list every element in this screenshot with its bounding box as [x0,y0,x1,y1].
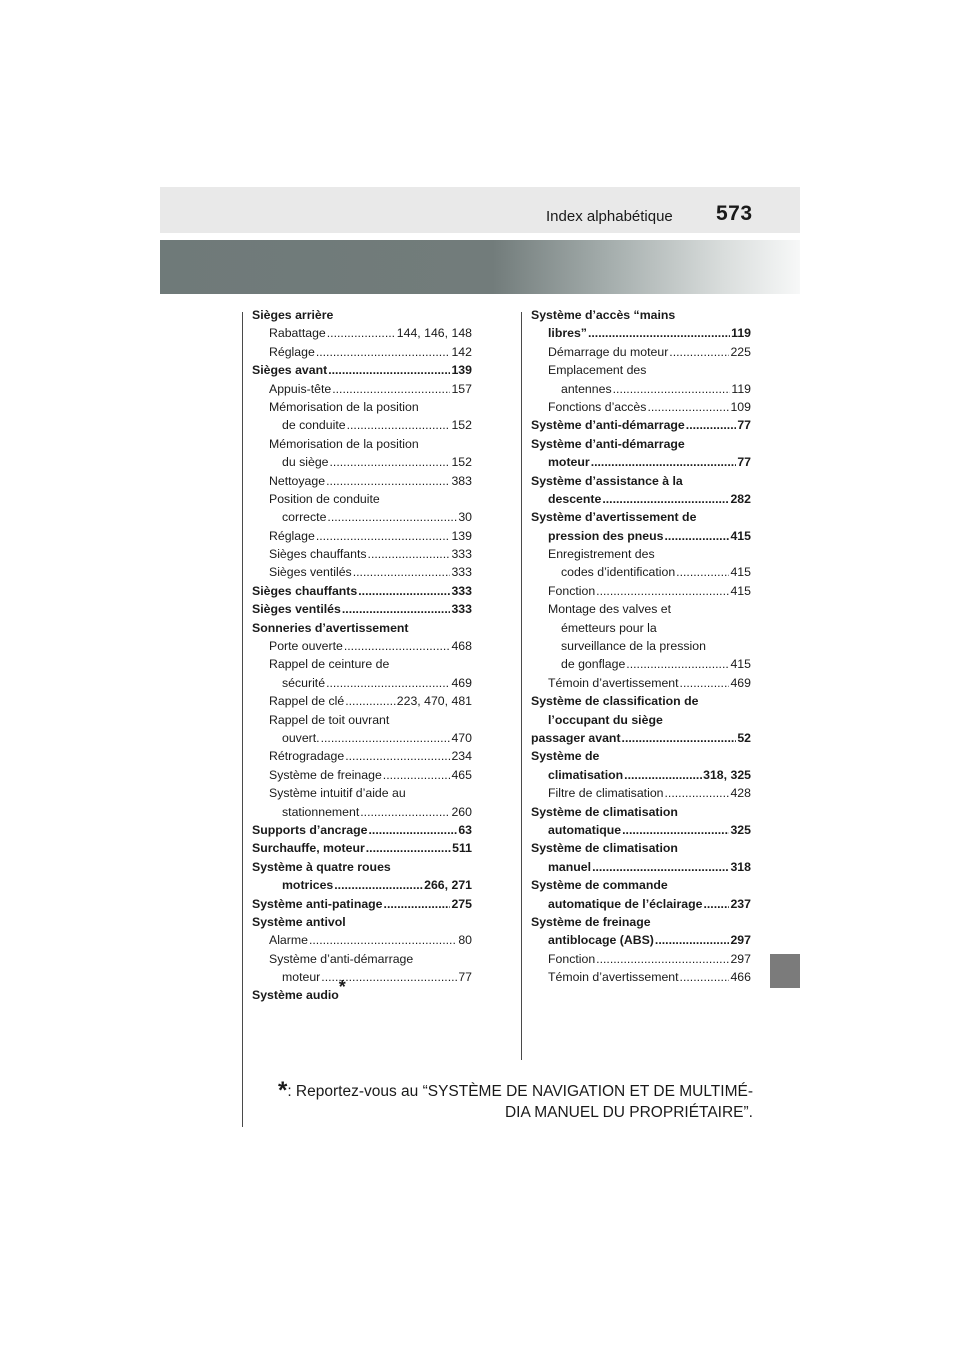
index-entry [252,563,472,581]
dot-leader [316,527,451,545]
index-entry [252,913,472,931]
index-entry [252,600,472,618]
index-entry-term: Système d’avertissement de [531,510,697,525]
footnote-line-2: DIA MANUEL DU PROPRIÉTAIRE”. [504,1104,753,1121]
dot-leader [326,472,450,490]
index-entry [531,324,751,342]
dot-leader [602,490,729,508]
index-entry-term: Système de climatisation [531,804,678,819]
index-entry [531,895,751,913]
index-entry [252,821,472,839]
dot-leader [680,674,730,692]
index-entry [531,876,751,894]
index-entry [252,435,472,453]
index-entry [252,527,472,545]
index-entry-term: Alarme [269,933,308,948]
index-entry [252,895,472,913]
index-entry [531,361,751,379]
dot-leader [347,416,451,434]
column-divider [521,312,522,1060]
index-entry-term: Emplacement des [548,363,647,378]
index-entry [531,803,751,821]
index-entry-term: Témoin d’avertissement [548,675,679,690]
index-entry-pages: 77 [458,970,472,985]
index-entry-pages: 318 [730,859,751,874]
index-entry-term: Système d’anti-démarrage [269,951,414,966]
index-entry [531,343,751,361]
index-entry [531,821,751,839]
index-entry-term: stationnement [282,804,360,819]
dot-leader [665,527,730,545]
dot-leader [591,453,737,471]
index-entry [252,858,472,876]
dot-leader [345,747,450,765]
index-entry [531,563,751,581]
index-entry [252,582,472,600]
index-entry-pages: 297 [730,951,751,966]
index-entry-term: Système de freinage [531,914,651,929]
index-entry-term: Réglage [269,344,315,359]
index-entry-term: manuel [548,859,592,874]
index-entry-term: de gonflage [561,657,626,672]
index-entry [531,453,751,471]
dot-leader [703,895,729,913]
index-entry [252,619,472,637]
index-entry [252,361,472,379]
index-entry-pages: 139 [451,528,472,543]
index-entry-pages: 234 [451,749,472,764]
dot-leader [358,582,450,600]
dot-leader [624,766,702,784]
index-entry-term: ouvert. [282,730,320,745]
index-entry [252,711,472,729]
index-entry [531,435,751,453]
index-entry [531,490,751,508]
index-entry-term: Sièges chauffants [269,547,367,562]
footnote-marker: * [277,1077,288,1104]
index-entry-pages: 119 [731,326,751,341]
index-entry-term: Système de classification de [531,694,699,709]
index-entry [531,380,751,398]
index-entry [252,692,472,710]
index-entry [252,839,472,857]
index-entry [531,508,751,526]
index-entry-pages: 383 [451,473,472,488]
index-entry-term: Rabattage [269,326,326,341]
index-entry-term: sécurité [282,675,326,690]
index-entry-pages: 109 [730,399,751,414]
dot-leader [669,343,729,361]
index-entry [531,968,751,986]
index-column-right [531,306,751,986]
index-entry-pages: 415 [730,583,751,598]
index-entry-term: Rappel de ceinture de [269,657,390,672]
index-entry-pages: 469 [451,675,472,690]
index-entry [252,876,472,894]
index-entry [252,655,472,673]
index-entry [252,490,472,508]
dot-leader [332,380,450,398]
index-entry-term: Sièges arrière [252,308,334,322]
index-entry [252,508,472,526]
index-entry [252,306,472,324]
index-entry [531,729,751,747]
index-entry-term: Sièges ventilés [269,565,352,580]
index-entry [531,747,751,765]
index-entry-term: Système d’anti-démarrage [531,436,685,451]
dot-leader [345,692,396,710]
index-entry-term: Réglage [269,528,315,543]
dot-leader [588,324,730,342]
dot-leader [613,380,731,398]
index-entry-pages: 152 [451,455,472,470]
index-entry [531,858,751,876]
index-entry-term: Système à quatre roues [252,859,391,874]
index-entry-term: Mémorisation de la position [269,399,419,414]
dot-leader [368,545,451,563]
index-entry-term: Système d’assistance à la [531,473,683,488]
index-entry-pages: 152 [451,418,472,433]
index-entry-term: émetteurs pour la [561,620,657,635]
index-entry-term: Témoin d’avertissement [548,970,679,985]
dot-leader [384,895,451,913]
index-entry-pages: 466 [730,970,751,985]
index-entry [531,398,751,416]
index-entry-term: l’occupant du siège [548,712,663,727]
dot-leader [596,582,729,600]
index-entry-pages: 470 [451,730,472,745]
index-entry-term: antennes [561,381,612,396]
dot-leader [596,950,729,968]
index-entry-pages: 469 [730,675,751,690]
dot-leader [622,821,729,839]
index-entry-pages: 468 [451,639,472,654]
dot-leader [328,361,450,379]
index-entry-term: Système audio [252,988,339,1003]
index-entry-pages: 333 [451,583,472,598]
index-entry-term: du siège [282,455,329,470]
index-entry-term: passager avant [531,730,621,745]
index-entry-term: Nettoyage [269,473,326,488]
index-entry-term: Fonction [548,951,596,966]
index-entry-term: automatique de l’éclairage [548,896,703,911]
index-entry [531,674,751,692]
index-entry-pages: 333 [451,565,472,580]
index-entry-term: Fonctions d’accès [548,399,647,414]
index-entry-pages: 157 [451,381,472,396]
footnote-text-1: : Reportez-vous au “SYSTÈME DE NAVIGATION ET DE MULTIMÉ- [287,1083,753,1100]
index-entry [252,380,472,398]
dot-leader [309,931,457,949]
index-entry-term: Rétrogradage [269,749,345,764]
dot-leader [368,821,457,839]
dot-leader [665,784,730,802]
index-entry-term: moteur [548,455,590,470]
index-entry [252,747,472,765]
index-entry-pages: 63 [458,822,472,837]
index-entry [252,950,472,968]
index-entry [531,582,751,600]
index-entry [252,968,472,986]
dot-leader [655,931,730,949]
index-entry-pages: 465 [451,767,472,782]
index-entry [531,692,751,710]
index-entry-pages: 511 [452,841,472,856]
index-entry-pages: 428 [730,786,751,801]
dot-leader [330,453,451,471]
index-entry-pages: 119 [731,381,751,396]
index-entry-pages: 52 [737,730,751,745]
index-entry-pages: 142 [451,344,472,359]
index-entry-term: climatisation [548,767,624,782]
dot-leader [327,324,396,342]
index-entry-pages: 282 [730,491,751,506]
index-entry-term: Sièges ventilés [252,602,341,617]
index-entry-pages: 297 [730,933,751,948]
index-entry-pages: 80 [458,933,472,948]
index-entry-pages: 77 [737,455,751,470]
dot-leader [592,858,729,876]
index-entry-term: automatique [548,822,622,837]
index-entry [531,931,751,949]
dot-leader [344,637,451,655]
index-entry-term: surveillance de la pression [561,639,706,654]
index-entry [252,398,472,416]
dot-leader [647,398,729,416]
index-entry-pages: 333 [451,547,472,562]
index-entry-pages: 144, 146, 148 [396,326,472,341]
index-entry [531,784,751,802]
index-entry-term: Porte ouverte [269,639,343,654]
index-entry-term: Système de climatisation [531,841,678,856]
index-entry-term: pression des pneus [548,528,664,543]
dot-leader [327,508,457,526]
index-entry-term: Rappel de toit ouvrant [269,712,390,727]
index-entry [252,472,472,490]
dot-leader [326,674,450,692]
dot-leader [334,876,423,894]
index-entry-pages: 333 [451,602,472,617]
index-entry [252,784,472,802]
index-entry-term: Démarrage du moteur [548,344,669,359]
index-entry-term: Système de commande [531,878,668,893]
index-entry-pages: 275 [451,896,472,911]
dot-leader [626,655,729,673]
index-entry [252,343,472,361]
index-entry-term: libres” [548,326,587,341]
index-entry-term: Système anti-patinage [252,896,383,911]
index-entry [252,766,472,784]
index-entry-term: de conduite [282,418,346,433]
dot-leader [360,803,450,821]
footnote [233,1077,753,1123]
index-entry-term: Mémorisation de la position [269,436,419,451]
left-margin-rule [242,312,243,1127]
dot-leader [676,563,729,581]
index-entry-pages: 415 [730,565,751,580]
index-entry-pages: 415 [730,528,751,543]
index-entry-term: Enregistrement des [548,547,655,562]
index-entry [531,711,751,729]
index-entry-term: Montage des valves et [548,602,672,617]
index-entry-term: Système de freinage [269,767,382,782]
dot-leader [353,563,451,581]
index-entry [252,931,472,949]
index-entry-term: Système intuitif d’aide au [269,786,406,801]
index-entry-term: correcte [282,510,327,525]
header-gradient-bar [160,240,800,294]
index-entry-term: Position de conduite [269,491,380,506]
index-entry [252,637,472,655]
index-entry-term: Système de [531,749,600,764]
index-entry-pages: 223, 470, 481 [396,694,472,709]
index-entry-term: antiblocage (ABS) [548,933,654,948]
index-entry [252,729,472,747]
index-entry [531,545,751,563]
footnote-line-1 [233,1077,753,1104]
index-entry-term: Système d’anti-démarrage [531,418,685,433]
index-entry-term: moteur [282,970,321,985]
index-entry-term: Sièges chauffants [252,583,358,598]
index-entry [531,655,751,673]
index-entry [531,637,751,655]
index-entry-term: Rappel de clé [269,694,345,709]
index-entry-term: codes d’identification [561,565,676,580]
index-entry-term: Système d’accès “mains [531,308,676,322]
dot-leader [686,416,737,434]
side-tab-marker [770,954,800,988]
index-entry-term: Fonction [548,583,596,598]
index-entry [531,600,751,618]
index-entry [531,306,751,324]
index-entry [531,527,751,545]
index-entry [252,416,472,434]
index-entry-term: Sonneries d’avertissement [252,620,409,635]
dot-leader [342,600,451,618]
index-entry [252,803,472,821]
index-entry-term: Surchauffe, moteur [252,841,365,856]
index-entry-pages: 139 [451,363,472,378]
index-entry [531,766,751,784]
index-entry [531,416,751,434]
footnote-reference-marker: * [338,977,346,998]
index-entry-pages: 260 [451,804,472,819]
index-entry [531,839,751,857]
dot-leader [366,839,451,857]
header-band [160,187,800,233]
index-column-left [252,306,472,1005]
index-entry [252,674,472,692]
index-entry [531,913,751,931]
dot-leader [383,766,451,784]
index-entry-term: Système antivol [252,914,346,929]
index-entry-pages: 225 [730,344,751,359]
dot-leader [622,729,737,747]
index-entry-pages: 30 [458,510,472,525]
page-number: 573 [716,202,753,225]
index-entry-term: Appuis-tête [269,381,332,396]
index-entry-term: motrices [282,878,334,893]
index-entry-pages: 237 [730,896,751,911]
index-entry-term: descente [548,491,602,506]
index-entry-pages: 325 [730,822,751,837]
index-entry-pages: 318, 325 [703,767,751,782]
index-entry [531,619,751,637]
index-entry-term: Sièges avant [252,363,328,378]
dot-leader [321,729,451,747]
index-entry-pages: 266, 271 [424,878,472,893]
section-title: Index alphabétique [546,208,673,225]
dot-leader [680,968,730,986]
dot-leader [316,343,451,361]
index-entry [252,453,472,471]
index-entry [252,324,472,342]
index-entry [252,545,472,563]
index-entry-pages: 77 [737,418,751,433]
index-entry [531,472,751,490]
index-entry [531,950,751,968]
index-entry-pages: 415 [730,657,751,672]
index-entry-term: Filtre de climatisation [548,786,664,801]
index-entry-term: Supports d’ancrage [252,822,368,837]
